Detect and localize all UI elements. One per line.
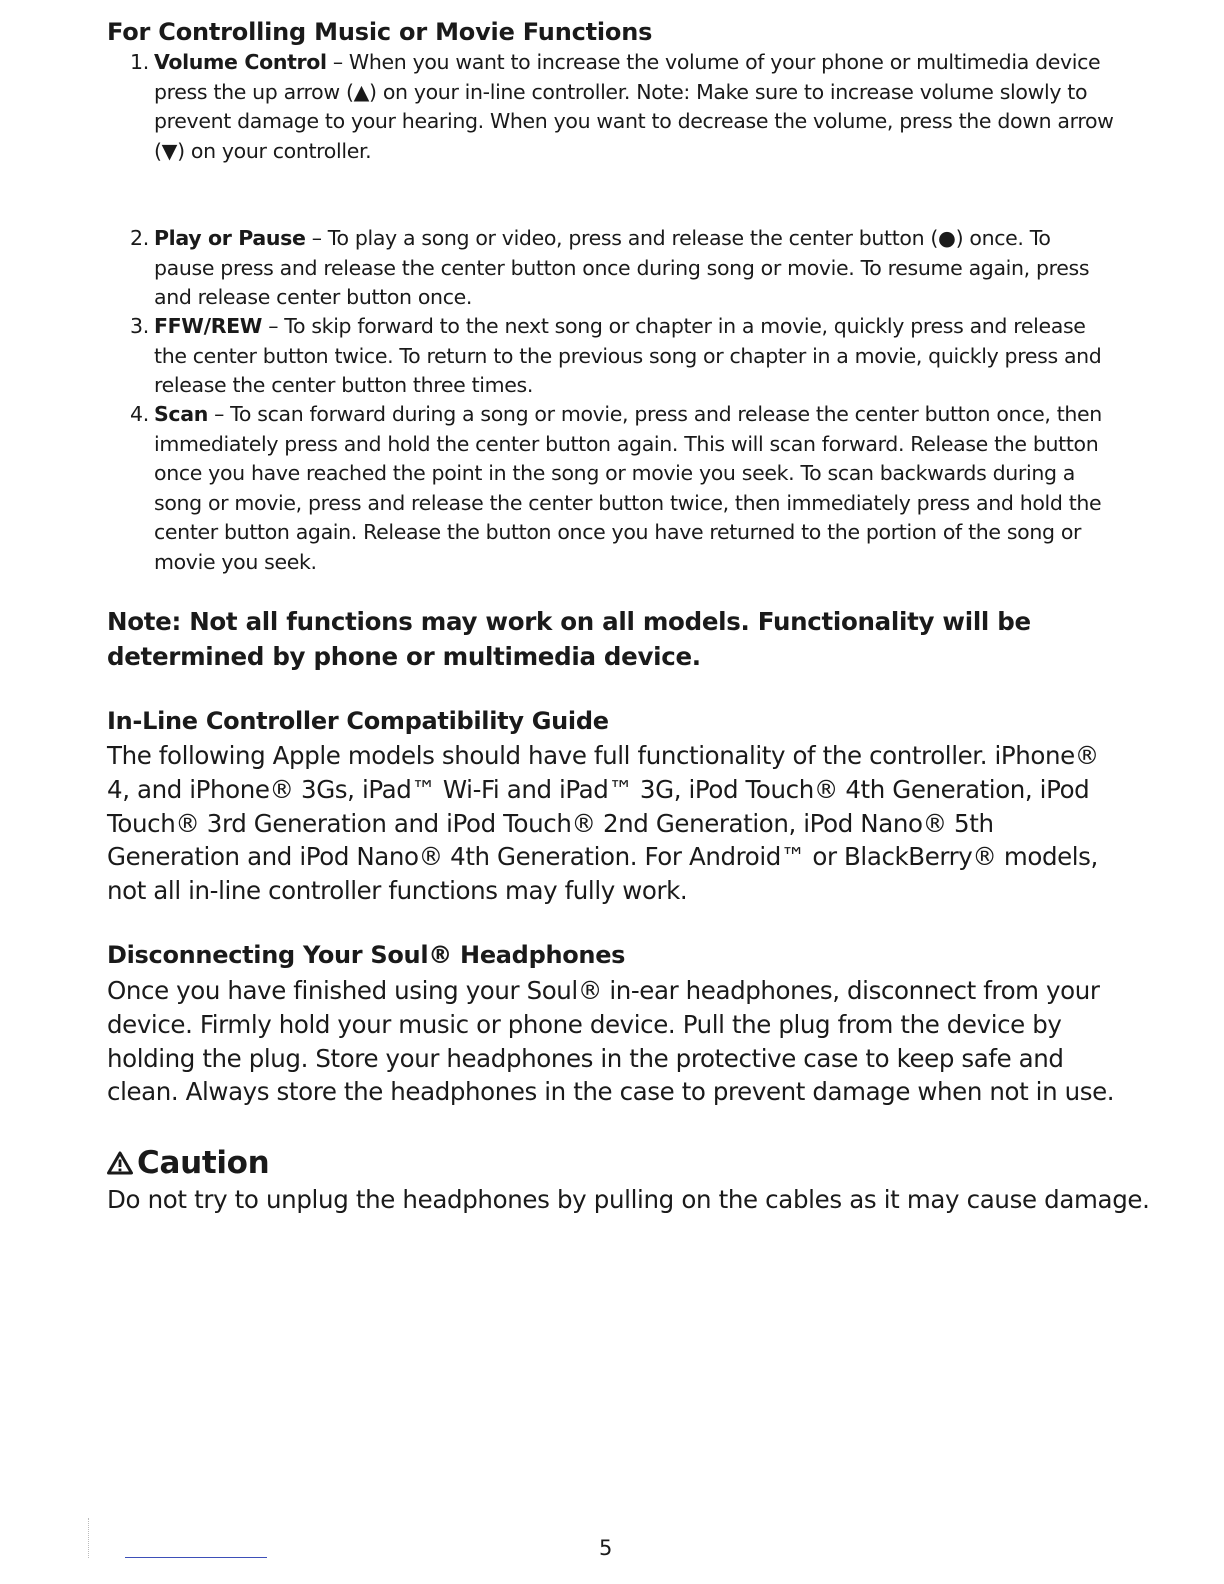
- list-item-text: – To skip forward to the next song or chapter in a movie, quickly press and release the center button twice. To return to the previous song or chapter in a movie, quickly press and release the center button three times.: [154, 314, 1102, 397]
- list-item-title: Scan: [154, 402, 208, 426]
- list-item-ffw-rew: [130, 312, 1115, 401]
- scan-margin-mark: [88, 1518, 90, 1558]
- page-number: 5: [599, 1536, 613, 1560]
- list-item-text: – When you want to increase the volume of your phone or multimedia device press the up arrow (▲) on your in-line controller. Note: Make sure to increase volume slowly to prevent damage to your hearing. When you want to decrease the volume, press the down arrow (▼) on your controller.: [154, 50, 1114, 163]
- list-item-play-pause: [130, 224, 1115, 313]
- list-item-volume-control: [130, 48, 1115, 166]
- list-item-scan: [130, 400, 1115, 577]
- compatibility-text: The following Apple models should have full functionality of the controller. iPhone® 4, and iPhone® 3Gs, iPad™ Wi-Fi and iPad™ 3G, iPod Touch® 4th Generation, iPod Touch® 3rd Generation and iPod Touch® 2nd Generation, iPod Nano® 5th Generation and iPod Nano® 4th Generation. For Android™ or BlackBerry® models, not all in-line controller functions may fully work.: [107, 741, 1099, 906]
- list-item-title: Play or Pause: [154, 226, 306, 250]
- list-item-text: – To play a song or video, press and release the center button (●) once. To pause press and release the center button once during song or movie. To resume again, press and release center button once.: [154, 226, 1090, 309]
- caution-text: Do not try to unplug the headphones by pulling on the cables as it may cause damage.: [107, 1185, 1150, 1214]
- warning-triangle-icon: [107, 1151, 133, 1175]
- list-item-title: FFW/REW: [154, 314, 263, 338]
- caution-title: Caution: [137, 1145, 270, 1181]
- list-item-number: 2.: [130, 226, 149, 250]
- compatibility-heading: In-Line Controller Compatibility Guide: [107, 707, 609, 735]
- list-item-title: Volume Control: [154, 50, 327, 74]
- caution-heading: [107, 1145, 269, 1181]
- disconnecting-heading: Disconnecting Your Soul® Headphones: [107, 941, 626, 969]
- music-functions-heading: For Controlling Music or Movie Functions: [107, 18, 653, 46]
- functionality-note: Note: Not all functions may work on all models. Functionality will be determined by phone or multimedia device.: [107, 607, 1031, 671]
- footer-rule: [125, 1557, 267, 1558]
- disconnecting-text: Once you have finished using your Soul® in-ear headphones, disconnect from your device. Firmly hold your music or phone device. Pull the plug from the device by holding the plug. Store your headphones in the protective case to keep safe and clean. Always store the headphones in the case to prevent damage when not in use.: [107, 976, 1115, 1107]
- list-item-number: 3.: [130, 314, 149, 338]
- list-item-number: 4.: [130, 402, 149, 426]
- list-item-number: 1.: [130, 50, 149, 74]
- list-item-text: – To scan forward during a song or movie, press and release the center button once, then immediately press and hold the center button again. This will scan forward. Release the button once you have reached the point in the song or movie you seek. To scan backwards during a song or movie, press and release the center button twice, then immediately press and hold the center button again. Release the button once you have returned to the portion of the song or movie you seek.: [154, 402, 1102, 574]
